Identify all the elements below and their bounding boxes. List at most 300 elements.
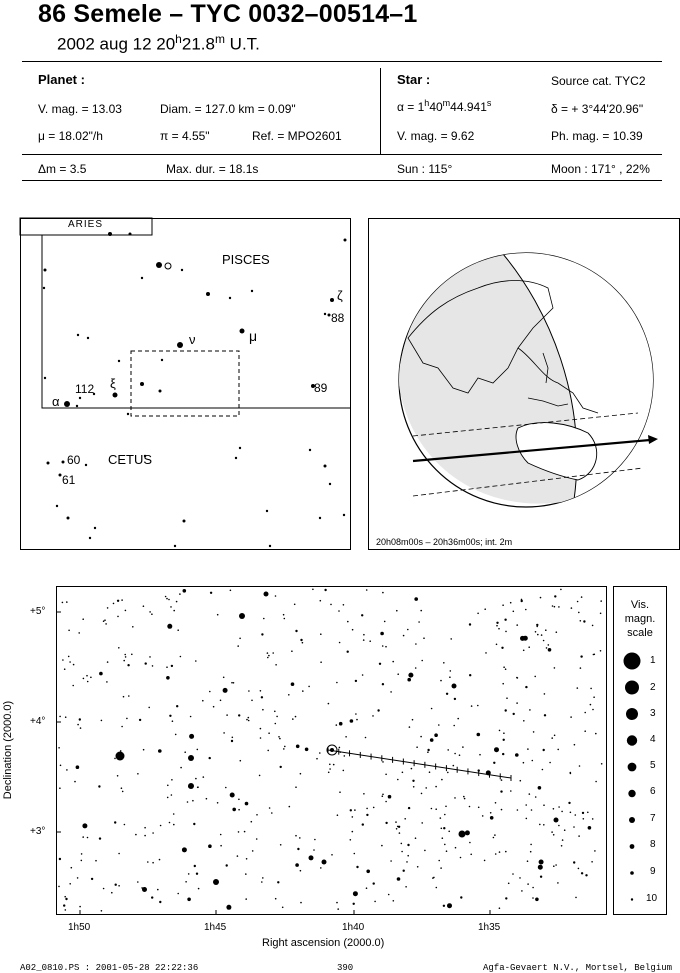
chart-star xyxy=(183,589,187,593)
chart-star xyxy=(556,631,558,633)
chart-star xyxy=(302,642,304,644)
chart-star xyxy=(121,787,123,789)
chart-star xyxy=(289,806,291,808)
chart-star xyxy=(261,696,263,698)
chart-star xyxy=(275,723,277,725)
chart-star xyxy=(256,838,258,840)
chart-star xyxy=(233,682,235,684)
chart-star xyxy=(538,865,543,870)
chart-star xyxy=(504,619,506,621)
chart-star xyxy=(578,612,580,614)
chart-star xyxy=(553,865,555,867)
chart-star xyxy=(62,659,64,661)
chart-star xyxy=(166,676,170,680)
star-source-catalog: Source cat. TYC2 xyxy=(551,74,646,88)
asteroid-path xyxy=(327,745,511,778)
chart-star xyxy=(237,645,239,647)
chart-star xyxy=(527,860,529,862)
chart-star xyxy=(238,831,240,833)
chart-star xyxy=(98,785,100,787)
chart-star xyxy=(544,714,546,716)
chart-star xyxy=(208,844,212,848)
chart-star xyxy=(543,749,545,751)
chart-star xyxy=(314,839,316,841)
chart-star xyxy=(501,809,503,811)
chart-star xyxy=(260,728,262,730)
chart-star xyxy=(180,656,182,658)
chart-star xyxy=(337,814,339,816)
chart-star xyxy=(580,620,582,622)
chart-star xyxy=(601,763,603,765)
chart-star xyxy=(135,834,137,836)
bright-chart-star xyxy=(452,684,457,689)
chart-star xyxy=(591,861,593,863)
chart-star xyxy=(557,882,559,884)
chart-star xyxy=(91,878,93,880)
chart-star xyxy=(463,796,465,798)
chart-star xyxy=(142,887,147,892)
chart-star xyxy=(260,737,262,739)
chart-star xyxy=(500,790,502,792)
chart-star xyxy=(64,896,66,898)
chart-star xyxy=(152,832,154,834)
chart-star xyxy=(529,793,531,795)
chart-star xyxy=(337,908,339,910)
chart-star xyxy=(404,818,406,820)
chart-star xyxy=(195,778,197,780)
chart-star xyxy=(79,718,81,720)
chart-star xyxy=(329,768,331,770)
map-star xyxy=(161,359,163,361)
chart-star xyxy=(495,802,497,804)
chart-star xyxy=(523,762,525,764)
chart-star xyxy=(397,877,401,881)
chart-star xyxy=(542,769,544,771)
x-tick-1h45: 1h45 xyxy=(204,922,227,933)
chart-star xyxy=(446,850,448,852)
chart-star xyxy=(239,638,241,640)
map-star xyxy=(140,382,144,386)
chart-star xyxy=(584,712,586,714)
chart-star xyxy=(525,804,527,806)
chart-star xyxy=(261,633,263,635)
chart-star xyxy=(583,818,585,820)
chart-star xyxy=(148,707,150,709)
chart-star xyxy=(577,687,579,689)
chart-star xyxy=(127,664,129,666)
chart-star xyxy=(147,861,149,863)
chart-star xyxy=(302,690,304,692)
chart-star xyxy=(503,739,505,741)
xi-label: ξ xyxy=(110,376,116,391)
planet-vmag: V. mag. = 13.03 xyxy=(38,102,122,116)
star-declination: δ = + 3°44'20.96" xyxy=(551,102,644,116)
chart-star xyxy=(82,618,84,620)
map-star xyxy=(319,517,321,519)
chart-star xyxy=(160,825,162,827)
time-h-unit: h xyxy=(175,32,182,46)
chart-star xyxy=(59,858,61,860)
chart-star xyxy=(549,762,551,764)
y-tick-plus3: +3° xyxy=(30,826,46,837)
chart-star xyxy=(443,827,445,829)
chart-star xyxy=(111,892,113,894)
chart-star xyxy=(502,753,504,755)
chart-star xyxy=(356,866,358,868)
chart-star xyxy=(505,631,507,633)
chart-star xyxy=(213,706,215,708)
chart-star xyxy=(90,677,92,679)
y-axis-label: Declination (2000.0) xyxy=(2,700,14,800)
chart-star xyxy=(58,886,60,888)
header-divider xyxy=(380,68,381,154)
chart-star xyxy=(575,814,577,816)
chart-star xyxy=(440,867,442,869)
bright-chart-star xyxy=(322,860,327,865)
chart-star xyxy=(68,656,70,658)
chart-star xyxy=(469,842,471,844)
chart-star xyxy=(284,746,286,748)
chart-star xyxy=(300,773,302,775)
chart-star xyxy=(593,696,595,698)
cetus-label: CETUS xyxy=(108,452,153,467)
chart-star xyxy=(409,726,411,728)
chart-star xyxy=(188,873,190,875)
chart-star xyxy=(381,845,383,847)
chart-star xyxy=(300,902,302,904)
chart-star xyxy=(453,725,455,727)
chart-star xyxy=(104,619,106,621)
chart-star xyxy=(278,736,280,738)
alpha-h-unit: h xyxy=(424,98,430,108)
chart-star xyxy=(343,770,345,772)
constellation-map-graphics xyxy=(20,218,351,550)
bright-chart-star xyxy=(213,879,219,885)
chart-star xyxy=(220,845,222,847)
chart-star xyxy=(198,888,200,890)
chart-star xyxy=(344,755,346,757)
chart-star xyxy=(415,667,417,669)
chart-star xyxy=(103,888,105,890)
map-star xyxy=(141,277,143,279)
chart-star xyxy=(583,620,585,622)
chart-star xyxy=(173,824,175,826)
chart-star xyxy=(430,738,434,742)
chart-star xyxy=(248,720,250,722)
chart-star xyxy=(238,809,240,811)
y-tick-plus5: +5° xyxy=(30,606,46,617)
chart-star xyxy=(128,695,130,697)
chart-star xyxy=(118,647,120,649)
chart-star xyxy=(60,765,62,767)
zeta-label: ζ xyxy=(337,288,343,303)
chart-star xyxy=(82,823,87,828)
chart-star xyxy=(560,589,562,591)
chart-star xyxy=(417,866,419,868)
chart-star xyxy=(220,700,222,702)
map-star xyxy=(177,342,183,348)
chart-star xyxy=(553,808,555,810)
chart-star xyxy=(328,703,330,705)
chart-star xyxy=(415,837,417,839)
scale-label-8: 8 xyxy=(650,839,656,850)
chart-star xyxy=(159,859,161,861)
chart-star xyxy=(71,867,73,869)
chart-star xyxy=(495,853,497,855)
chart-star xyxy=(420,610,422,612)
chart-star xyxy=(320,600,322,602)
chart-star xyxy=(484,608,486,610)
chart-star xyxy=(295,716,297,718)
chart-star xyxy=(594,654,596,656)
chart-star xyxy=(352,831,354,833)
chart-star xyxy=(272,652,274,654)
chart-star xyxy=(203,776,205,778)
chart-star xyxy=(238,799,240,801)
chart-star xyxy=(529,709,531,711)
chart-star xyxy=(512,873,514,875)
alpha-label: α xyxy=(52,394,60,409)
map-star xyxy=(77,334,79,336)
chart-star xyxy=(81,853,83,855)
map-star xyxy=(87,337,89,339)
chart-star xyxy=(172,720,174,722)
chart-star xyxy=(320,867,322,869)
sun-elongation: Sun : 115° xyxy=(397,162,453,176)
chart-star xyxy=(117,600,119,602)
chart-star xyxy=(64,668,66,670)
chart-star xyxy=(540,597,542,599)
chart-star xyxy=(132,626,134,628)
chart-star xyxy=(366,887,368,889)
delta-magnitude: Δm = 3.5 xyxy=(38,162,87,176)
chart-star xyxy=(113,603,115,605)
chart-star xyxy=(196,873,198,875)
chart-star xyxy=(187,898,191,902)
scale-label-5: 5 xyxy=(650,760,656,771)
chart-star xyxy=(225,787,227,789)
chart-star xyxy=(245,898,247,900)
scale-label-7: 7 xyxy=(650,813,656,824)
chart-star xyxy=(331,854,333,856)
chart-star xyxy=(575,897,577,899)
chart-star xyxy=(485,652,487,654)
chart-star xyxy=(59,716,61,718)
chart-star xyxy=(195,660,197,662)
chart-star xyxy=(438,860,440,862)
chart-star xyxy=(441,828,443,830)
scale-dot-5 xyxy=(628,763,637,772)
chart-star xyxy=(450,638,452,640)
chart-star xyxy=(363,634,365,636)
scale-dot-2 xyxy=(625,681,639,695)
scale-label-9: 9 xyxy=(650,866,656,877)
chart-star xyxy=(124,654,126,656)
chart-star xyxy=(361,614,363,616)
chart-star xyxy=(223,732,225,734)
chart-star xyxy=(193,823,195,825)
chart-star xyxy=(385,774,387,776)
chart-star xyxy=(176,601,178,603)
chart-star xyxy=(167,785,169,787)
chart-star xyxy=(209,757,211,759)
chart-star xyxy=(374,901,376,903)
chart-star xyxy=(308,686,310,688)
chart-star xyxy=(177,629,179,631)
chart-star xyxy=(539,824,541,826)
chart-star xyxy=(107,607,109,609)
chart-star xyxy=(577,601,579,603)
chart-star xyxy=(72,685,74,687)
chart-star xyxy=(496,622,498,624)
chart-star xyxy=(561,845,563,847)
chart-star xyxy=(418,621,420,623)
chart-star xyxy=(353,891,358,896)
chart-star xyxy=(210,592,212,594)
chart-star xyxy=(99,672,103,676)
chart-star xyxy=(230,590,232,592)
chart-star xyxy=(533,731,535,733)
scale-title-magn: magn. xyxy=(624,613,656,625)
chart-star xyxy=(78,632,80,634)
chart-star xyxy=(444,814,446,816)
chart-star xyxy=(101,910,103,912)
chart-star xyxy=(595,733,597,735)
chart-star xyxy=(484,860,486,862)
chart-star xyxy=(510,790,512,792)
chart-star xyxy=(416,746,418,748)
aries-label: ARIES xyxy=(68,219,104,230)
chart-star xyxy=(366,870,370,874)
chart-star xyxy=(544,693,546,695)
chart-star xyxy=(523,650,525,652)
chart-star xyxy=(393,900,395,902)
chart-star xyxy=(499,851,501,853)
chart-star xyxy=(157,889,159,891)
chart-star xyxy=(217,614,219,616)
chart-star xyxy=(63,904,65,906)
map-star xyxy=(309,449,311,451)
chart-star xyxy=(574,744,576,746)
chart-star xyxy=(477,613,479,615)
footer-page: 390 xyxy=(337,963,354,973)
chart-star xyxy=(336,724,338,726)
chart-star xyxy=(86,675,88,677)
chart-star xyxy=(366,808,368,810)
chart-star xyxy=(123,660,125,662)
chart-star xyxy=(117,775,119,777)
chart-star xyxy=(505,851,507,853)
chart-star xyxy=(74,781,76,783)
chart-star xyxy=(279,738,281,740)
chart-star xyxy=(179,593,181,595)
chart-star xyxy=(143,605,145,607)
chart-star xyxy=(277,881,279,883)
chart-star xyxy=(441,779,443,781)
chart-star xyxy=(137,881,139,883)
chart-star xyxy=(397,673,399,675)
chart-star xyxy=(407,678,411,682)
alpha-s-unit: s xyxy=(486,98,492,108)
chart-star xyxy=(532,887,534,889)
chart-star xyxy=(561,811,563,813)
chart-star xyxy=(354,853,356,855)
chart-star xyxy=(398,826,400,828)
chart-star xyxy=(288,694,290,696)
bright-chart-star xyxy=(188,783,194,789)
chart-star xyxy=(252,850,254,852)
chart-star xyxy=(382,683,384,685)
chart-star xyxy=(516,624,518,626)
event-datetime xyxy=(57,32,260,55)
chart-star xyxy=(245,873,247,875)
chart-star xyxy=(520,636,525,641)
chart-star xyxy=(564,829,566,831)
chart-star xyxy=(149,656,151,658)
star-61-label: 61 xyxy=(62,473,76,487)
chart-star xyxy=(123,696,125,698)
chart-star xyxy=(532,760,534,762)
chart-star xyxy=(573,861,575,863)
chart-star xyxy=(202,700,204,702)
chart-star xyxy=(530,844,532,846)
chart-star xyxy=(171,665,173,667)
chart-star xyxy=(87,681,89,683)
chart-star xyxy=(482,815,484,817)
chart-star xyxy=(324,589,326,591)
chart-star xyxy=(460,896,462,898)
star-112-label: 112 xyxy=(75,382,95,396)
chart-star xyxy=(261,881,263,883)
chart-star xyxy=(244,831,246,833)
chart-star xyxy=(177,893,179,895)
chart-star xyxy=(462,746,464,748)
chart-star xyxy=(114,821,116,823)
chart-star xyxy=(292,718,294,720)
chart-star xyxy=(313,849,315,851)
chart-star xyxy=(73,664,75,666)
chart-star xyxy=(448,831,450,833)
chart-star xyxy=(403,870,405,872)
pisces-label: PISCES xyxy=(222,252,270,267)
chart-star xyxy=(347,621,349,623)
chart-star xyxy=(594,850,596,852)
chart-star xyxy=(578,835,580,837)
chart-star xyxy=(232,808,236,812)
chart-star xyxy=(396,610,398,612)
scale-label-3: 3 xyxy=(650,708,656,719)
chart-star xyxy=(392,661,394,663)
chart-star xyxy=(600,650,602,652)
chart-star xyxy=(246,858,248,860)
chart-star xyxy=(493,762,495,764)
chart-star xyxy=(124,824,126,826)
chart-star xyxy=(114,758,116,760)
chart-star xyxy=(297,848,299,850)
chart-star xyxy=(65,716,67,718)
chart-star xyxy=(447,749,449,751)
chart-star xyxy=(180,767,182,769)
chart-star xyxy=(226,864,228,866)
chart-star xyxy=(166,666,168,668)
chart-star xyxy=(568,802,570,804)
chart-star xyxy=(584,730,586,732)
chart-star xyxy=(503,732,505,734)
chart-star xyxy=(144,827,146,829)
scale-dot-8 xyxy=(630,844,635,849)
chart-star xyxy=(540,876,542,878)
scale-dot-9 xyxy=(630,871,634,875)
